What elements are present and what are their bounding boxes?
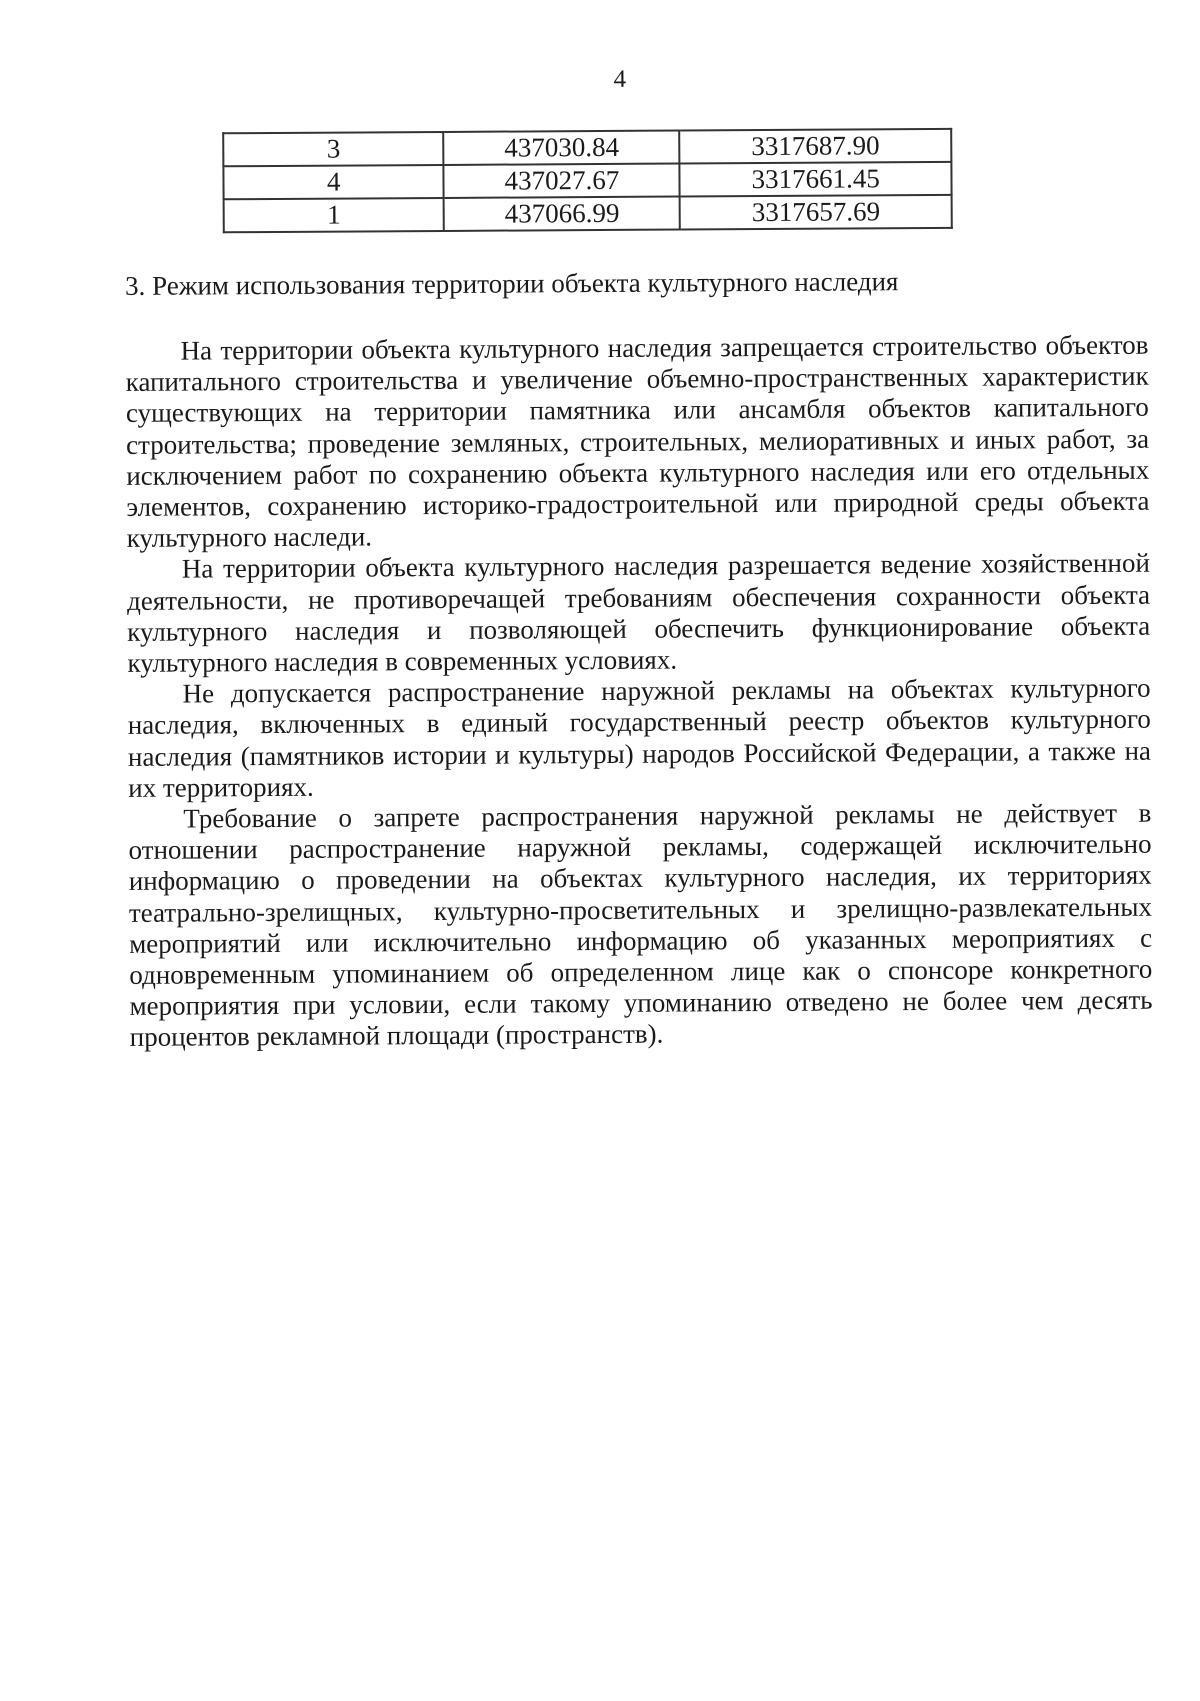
table-cell-y: 3317661.45 — [680, 162, 952, 197]
table-cell-point: 1 — [224, 198, 445, 232]
paragraph-advertising-exception: Требование о запрете распространения наружной рекламы не действует в отношении распространение наружной рекламы, содержащей исключительно информацию о проведении на объектах культурного наследия, их территориях театрально-зрелищных, культурно-просветительных и зрелищно-развлекательных мероприятий или исключительно информацию об указанных мероприятиях с одновременным упоминанием об определенном лице как о спонсоре конкретного мероприятия при условии, если такому упоминанию отведено не более чем десять процентов рекламной площади (пространств). — [128, 797, 1153, 1053]
section-title: 3. Режим использования территории объекта культурного наследия — [125, 266, 899, 301]
table-row — [223, 162, 951, 199]
coordinates-table — [222, 128, 953, 233]
table-cell-y: 3317657.69 — [680, 195, 952, 230]
paragraph-advertising-ban: Не допускается распространение наружной рекламы на объектах культурного наследия, включенных в единый государственный реестр объектов культурного наследия (памятников истории и культуры) народов Российской Федерации, а также на их территориях. — [127, 672, 1152, 803]
table-cell-x: 437027.67 — [444, 164, 680, 198]
table-row — [224, 195, 952, 232]
table-row — [223, 129, 951, 166]
page-number: 4 — [613, 65, 627, 93]
paragraph-permitted-activity: На территории объекта культурного наследия разрешается ведение хозяйственной деятельности, не противоречащей требованиям обеспечения сохранности объекта культурного наследия и позволяющей обеспечить функционирование объекта культурного наследия в современных условиях. — [126, 548, 1151, 678]
table-cell-point: 4 — [223, 165, 444, 199]
table-cell-x: 437030.84 — [444, 131, 680, 165]
paragraph-construction-ban: На территории объекта культурного наследия запрещается строительство объектов капитального строительства и увеличение объемно-пространственных характеристик существующих на территории памятника или ансамбля объектов капитального строительства; проведение земляных, строительных, мелиоративных и иных работ, за исключением работ по сохранению объекта культурного наследия или его отдельных элементов, сохранению историко-градостроительной или природной среды объекта культурного наследи. — [125, 329, 1150, 554]
table-cell-y: 3317687.90 — [680, 129, 952, 164]
table-cell-x: 437066.99 — [444, 197, 680, 231]
section-body — [125, 330, 1152, 1054]
table-cell-point: 3 — [223, 132, 444, 166]
